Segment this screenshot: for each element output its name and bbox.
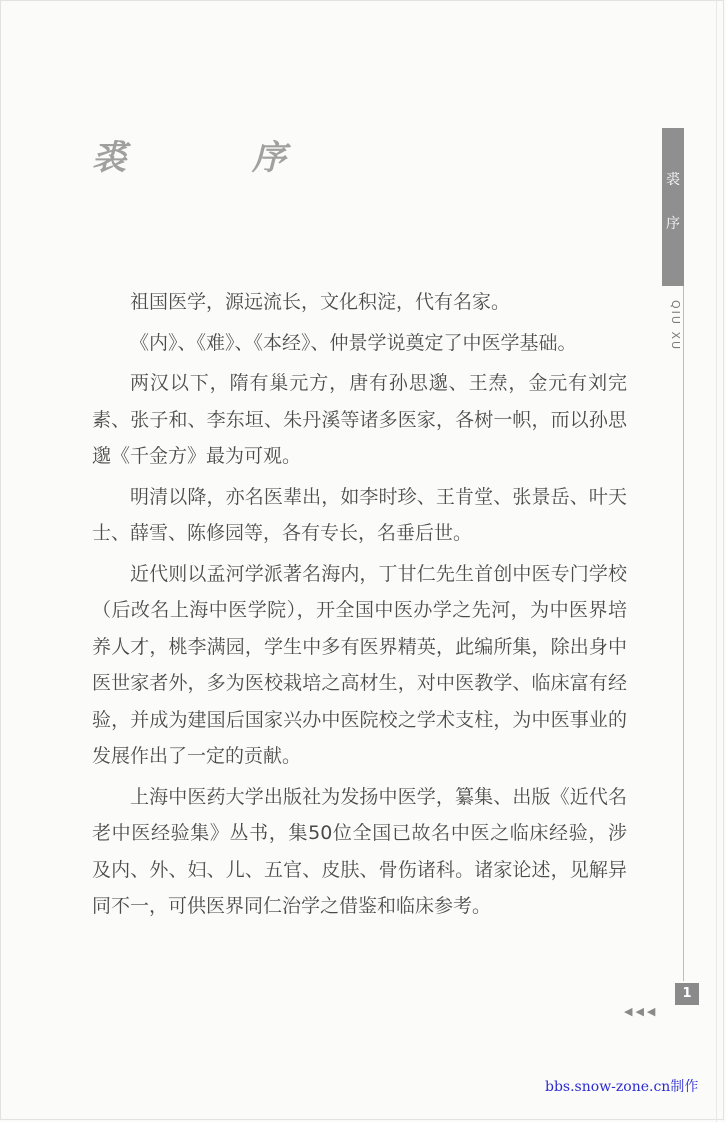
section-side-tab — [662, 128, 684, 286]
preface-body — [92, 284, 627, 929]
page-title: 裘 序 — [92, 138, 332, 178]
paragraph-4: 明清以降，亦名医辈出，如李时珍、王肯堂、张景岳、叶天士、薛雪、陈修园等，各有专长，名垂后世。 — [92, 485, 627, 544]
paragraph-5: 近代则以孟河学派著名海内，丁甘仁先生首创中医专门学校（后改名上海中医学院），开全国中医办学之先河，为中医界培养人才，桃李满园，学生中多有医界精英，此编所集，除出身中医世家者外，多为医校栽培之高材生，对中医教学、临床富有经验，并成为建国后国家兴办中医院校之学术支柱，为中医事业的发展作出了一定的贡献。 — [92, 562, 627, 767]
side-pinyin: QIU XU — [669, 300, 682, 352]
side-tab-char-2: 序 — [666, 216, 680, 232]
page-edge-line — [716, 0, 717, 1122]
side-rule — [683, 286, 684, 981]
paragraph-2: 《内》、《难》、《本经》、仲景学说奠定了中医学基础。 — [130, 331, 577, 354]
paragraph-1: 祖国医学，源远流长，文化积淀，代有名家。 — [130, 291, 511, 313]
side-tab-label — [662, 158, 684, 246]
paragraph-6: 上海中医药大学出版社为发扬中医学，纂集、出版《近代名老中医经验集》丛书，集50位全国已故名中医之临床经验，涉及内、外、妇、儿、五官、皮肤、骨伤诸科。诸家论述，见解异同不一，可供医界同仁治学之借鉴和临床参考。 — [92, 785, 627, 917]
nav-arrows-icon: ◀◀◀ — [624, 1005, 659, 1018]
page-number: 1 — [675, 983, 699, 1005]
watermark: bbs.snow-zone.cn制作 — [545, 1079, 699, 1095]
side-tab-char-1: 裘 — [666, 172, 680, 188]
paragraph-3: 两汉以下，隋有巢元方，唐有孙思邈、王焘，金元有刘完素、张子和、李东垣、朱丹溪等诸多医家，各树一帜，而以孙思邈《千金方》最为可观。 — [92, 372, 627, 467]
